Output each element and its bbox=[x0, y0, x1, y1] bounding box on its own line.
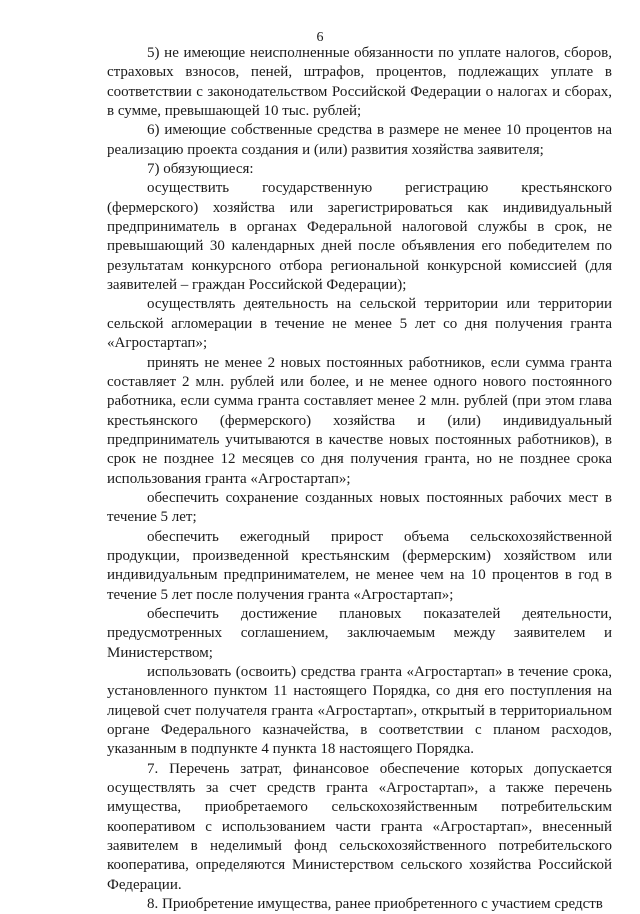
paragraph-registration: осуществить государственную регистрацию крестьянского (фермерского) хозяйства или зарегистрироваться как индивидуальный предприниматель в органах Федеральной налоговой службы в срок, не превышающий 30 календарных дней после объявления его победителем по результатам конкурсного отбора региональной конкурсной комиссией (для заявителей – граждан Российской Федерации); bbox=[107, 180, 612, 294]
paragraph-item-7: 7) обязующиеся: bbox=[147, 161, 254, 178]
paragraph-keep-jobs: обеспечить сохранение созданных новых постоянных рабочих мест в течение 5 лет; bbox=[107, 489, 612, 526]
document-body bbox=[107, 44, 612, 914]
paragraph-activity: осуществлять деятельность на сельской территории или территории сельской агломерации в течение не менее 5 лет со дня получения гранта «Агростартап»; bbox=[107, 296, 612, 352]
page-number: 6 bbox=[316, 30, 324, 45]
paragraph-item-5: 5) не имеющие неисполненные обязанности по уплате налогов, сборов, страховых взносов, пеней, штрафов, процентов, подлежащих уплате в соответствии с законодательством Российской Федерации о налогах и сборах, в сумме, превышающей 10 тыс. рублей; bbox=[107, 45, 612, 120]
paragraph-section-8: 8. Приобретение имущества, ранее приобретенного с участием средств bbox=[147, 896, 603, 913]
paragraph-production-growth: обеспечить ежегодный прирост объема сельскохозяйственной продукции, произведенной крестьянским (фермерским) хозяйством или индивидуальным предпринимателем, не менее чем на 10 процентов в год в течение 5 лет после получения гранта «Агростартап»; bbox=[107, 528, 612, 603]
paragraph-section-7: 7. Перечень затрат, финансовое обеспечение которых допускается осуществлять за счет средств гранта «Агростартап», а также перечень имущества, приобретаемого сельскохозяйственным потребительским кооперативом с использованием части гранта «Агростартап», внесенный заявителем в неделимый фонд сельскохозяйственного потребительского кооператива, определяются Министерством сельского хозяйства Российской Федерации. bbox=[107, 760, 612, 893]
paragraph-hire-workers: принять не менее 2 новых постоянных работников, если сумма гранта составляет 2 млн. рублей или более, и не менее одного нового постоянного работника, если сумма гранта составляет менее 2 млн. рублей (при этом глава крестьянского (фермерского) хозяйства и (или) индивидуальный предприниматель учитываются в качестве новых постоянных работников), в срок не позднее 12 месяцев со дня получения гранта, но не позднее срока использования гранта «Агростартап»; bbox=[107, 354, 612, 487]
paragraph-indicators: обеспечить достижение плановых показателей деятельности, предусмотренных соглашением, заключаемым между заявителем и Министерством; bbox=[107, 605, 612, 661]
paragraph-item-6: 6) имеющие собственные средства в размере не менее 10 процентов на реализацию проекта создания и (или) развития хозяйства заявителя; bbox=[107, 122, 612, 158]
paragraph-use-funds: использовать (освоить) средства гранта «Агростартап» в течение срока, установленного пунктом 11 настоящего Порядка, со дня его поступления на лицевой счет получателя гранта «Агростартап», открытый в территориальном органе Федерального казначейства, в соответствии с планом расходов, указанным в подпункте 4 пункта 18 настоящего Порядка. bbox=[107, 664, 612, 758]
